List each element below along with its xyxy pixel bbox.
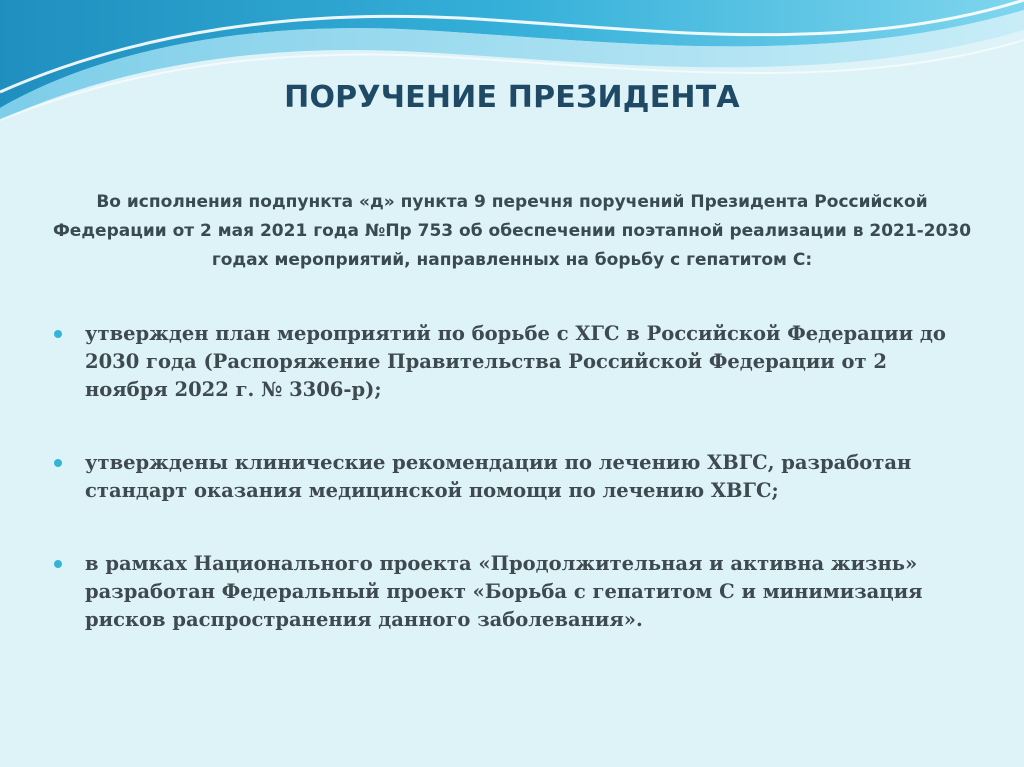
bullet-dot-icon [54, 560, 62, 568]
list-item [52, 320, 952, 404]
slide-intro: Во исполнения подпункта «д» пункта 9 перечня поручений Президента Российской Федерации от 2 мая 2021 года №Пр 753 об обеспечении поэтапной реализации в 2021-2030 годах мероприятий, направленных на борьбу с гепатитом С: [52, 192, 972, 270]
bullet-text: утверждены клинические рекомендации по лечению ХВГС, разработан стандарт оказания медицинской помощи по лечению ХВГС; [85, 451, 912, 502]
bullet-dot-icon [54, 459, 62, 467]
bullet-list [52, 320, 952, 679]
slide-title: ПОРУЧЕНИЕ ПРЕЗИДЕНТА [284, 80, 740, 115]
list-item [52, 449, 952, 505]
list-item [52, 550, 952, 634]
bullet-text: в рамках Национального проекта «Продолжительная и активна жизнь» разработан Федеральный проект «Борьба с гепатитом С и минимизация рисков распространения данного заболевания». [85, 552, 923, 631]
bullet-dot-icon [54, 330, 62, 338]
bullet-text: утвержден план мероприятий по борьбе с ХГС в Российской Федерации до 2030 года (Распоряжение Правительства Российской Федерации от 2 ноября 2022 г. № 3306-р); [85, 322, 946, 401]
